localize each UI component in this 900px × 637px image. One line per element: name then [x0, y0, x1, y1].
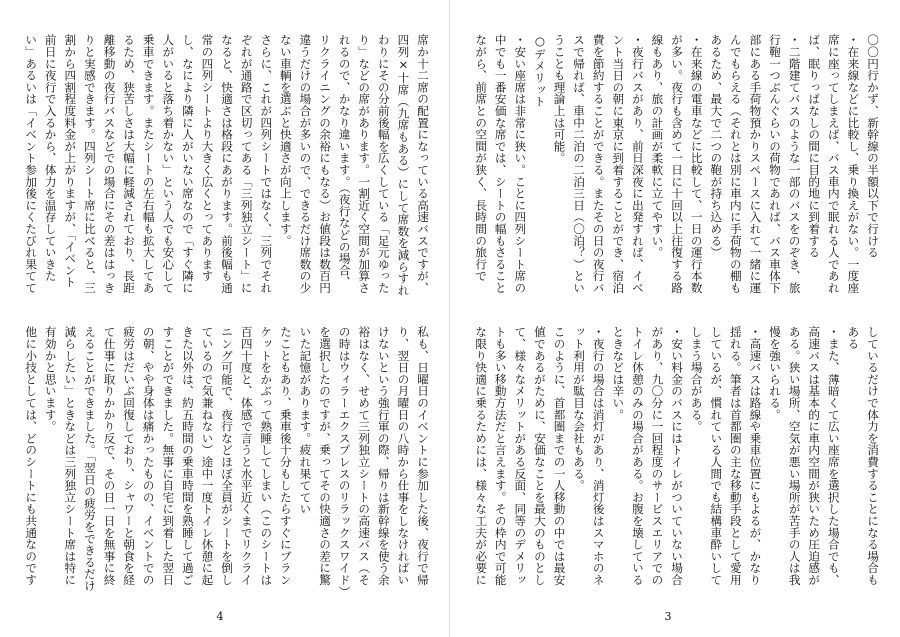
left-page-number: 4 — [216, 610, 224, 623]
left-page-top-column: 席か十二席の配置になっている高速バスですが、四列×十席（九席もある）にして席数を減らすれわりにその分前後幅を広くしている「足元ゆったり」などの席があります。一割近く空間が加算されるので、かなり違います。（夜行などの場合、リクライニングの余裕にもなる）お値段は数百円違うだけの場合が多いので、できるだけ席数の少ない車輌を選ぶと快適さが向上します。 さらに、これが四列シートではなく、三列でそれぞれが通路で区切ってある「三列独立シート」になると、快適さは格段にあがります。前後幅も通常の四列シートより大きく広くとってありますし、なにより隣に人がいない席なので「すぐ隣に人がいると落ち着かない」という人でも安心して乗車できます。またシートの左右幅も拡大してあるため、狭苦しさは大幅に軽減されており、長距離移動の夜行バスなどでの場合にその差ははっきりと実感できます。四列シート席に比べると、三割から四割程度料金が上がりますが、「イベント前日に夜行で入るから、体力を温存していきたい」あるいは「イベント参加後にくたびれ果てて — [24, 34, 430, 296]
right-page — [450, 0, 900, 637]
right-page-number: 3 — [664, 610, 672, 623]
right-page-top-column: 〇〇円行かず、新幹線の半額以下で行ける ・在来線などに比較し、乗り換えがない。一度座席に座ってしまえば、バス車内で眠れる人であれば、眠りっぱなしの間に目的地に到着する ・二階建てバスのような一部のバスをのぞき、旅行鞄一つぶんぐらいの荷物であれば、バス車体下部にある手荷物預かりスペースに入れて一緒に運んでもらえる（それとは別に車内に手荷物の棚もあるため、最大で二つの鞄が持ち込める） ・在来線の電車などに比較して、一日の運行本数が多い。夜行も含めて一日に十回以上往復する路線もあり、旅の計画が柔軟に立てやすい。 ・夜行バスがあり、前日深夜に出発すれば、イベント当日の朝に東京に到着することができ、宿泊費を節約することができる。またその日の夜行バスで帰れば、車中二泊の二泊三日（〇泊？）ということも理論上は可能。 ○デメリット ・安い座席は非常に狭い。ことに四列シート席の中でも一番安価な席では、シートの幅もさることながら、前席との空間が狭く、長時間の旅行で — [474, 34, 880, 294]
left-page-bottom-column: 私も、日曜日のイベントに参加した後、夜行で帰り、翌日の月曜日の八時から仕事をしなければいけないという強行軍の際、帰りは新幹線を使う余裕はなく、せめて三列独立シートの高速バス（その時はウィラーエクスプレスのリラックスワイド）を選択したのですが、乗ってその快適さの差に驚いた記憶があります。疲れ果ててい たこともあり、乗車後十分もしたらすぐにブランケットをかぶって熟睡してしまい（このシートは百四十度と、体感で言うと水平近くまでリクライニング可能で、夜行などほぼ全員がシートを倒しているので気兼ねない）途中一度トイレ休憩に起きた以外は、約五時間の乗車時間を熟睡して過ごすことができました。無事に自宅に到着した翌日の朝、やや身体は痛かったものの、イベントでの疲労はだいぶ回復しており、シャワーと朝食を経て仕事に取りかかり反で、その日一日を無事に終えることができました。「翌日の疲労をできるだけ減らしたい」ときなどは三列独立シート席は特に有効かと思います。 他に小技としては、どのシートにも共通なのです — [24, 326, 430, 592]
right-page-bottom-column: しているだけで体力を消費することになる場合もある ・また、薄暗くて広い座席を選択した場合でも、高速バスは基本的に車内空間が狭いため圧迫感がある。狭い場所、空気が悪い場所が苦手の人は我慢を強いられる。 ・高速バスは路線や乗車位置にもよるが、かなり揺れる。筆者は首都圏の主な移動手段として愛用しているが、慣れている人間でも結構車酔いしてしまう場合がある。 ・安い料金のバスにはトイレがついていない場合があり、九〇分に一回程度のサービスエリアでのトイレ休憩のみの場合がある。お腹を壊しているときなどは辛い。 ・夜行の場合は消灯があり、消灯後はスマホのネット利用が駄目な会社もある。 このように、首都圏までの一人移動の中では最安値であるがために、安価なことを最大のものとして、様々なメリットがある反面、同等のデメリットも多い移動方法だと言えます。その枠内で可能な限り快適に乗るためには、様々な工夫が必要に — [474, 326, 880, 586]
